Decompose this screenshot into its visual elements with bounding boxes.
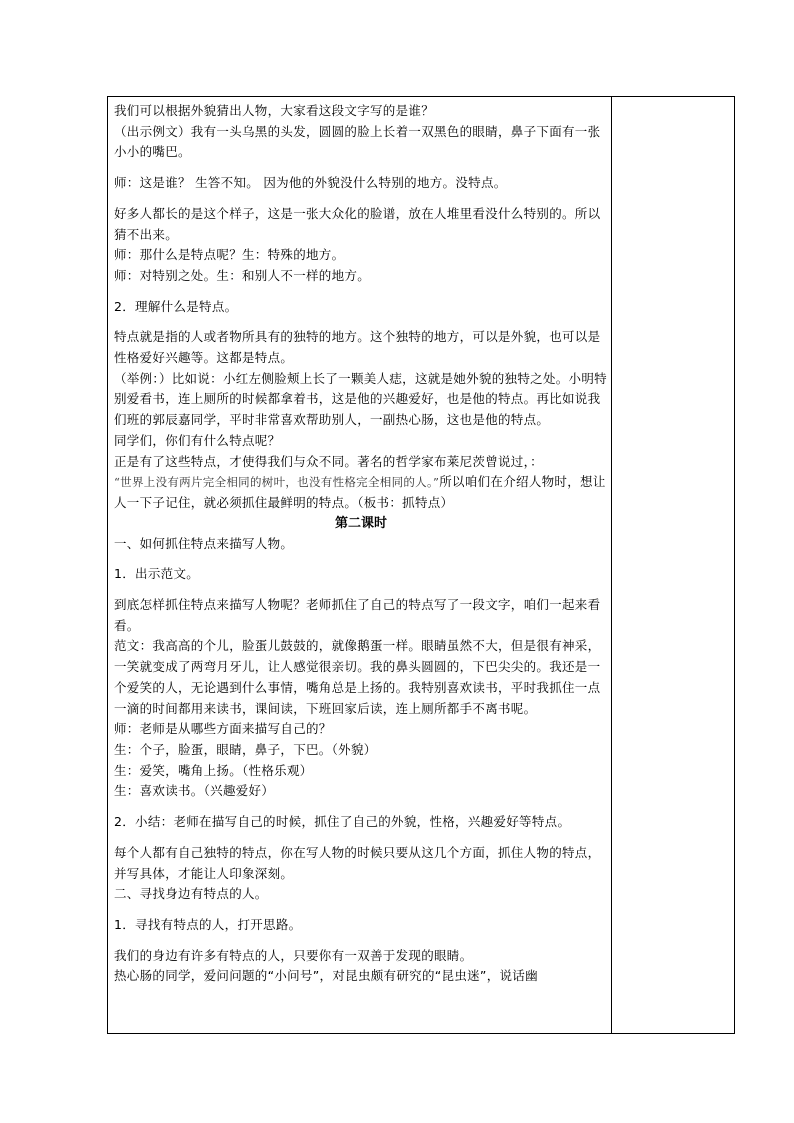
text-line: 每个人都有自己独特的特点，你在写人物的时候只要从这几个方面，抓住人物的特点，并写具体，才能让人印象深刻。 bbox=[114, 844, 601, 881]
text-line: 特点就是指的人或者物所具有的独特的地方。这个独特的地方，可以是外貌，也可以是性格爱好兴趣等。这都是特点。 bbox=[114, 329, 601, 366]
text-line: 生：个子，脸蛋，眼睛，鼻子，下巴。（外貌） bbox=[114, 741, 377, 757]
text-line: 热心肠的同学，爱问问题的“小问号”，对昆虫颇有研究的“昆虫迷”，说话幽 bbox=[114, 968, 538, 984]
text-line: 正是有了这些特点，才使得我们与众不同。著名的哲学家布莱尼茨曾说过，： bbox=[114, 453, 543, 469]
text-line: 好多人都长的是这个样子，这是一张大众化的脸谱，放在人堆里看没什么特别的。所以猜不出来。 bbox=[114, 205, 601, 242]
text-line: 1．出示范文。 bbox=[114, 566, 200, 582]
text-line: （出示例文）我有一头乌黑的头发，圆圆的脸上长着一双黑色的眼睛，鼻子下面有一张小小的嘴巴。 bbox=[114, 123, 601, 160]
text-line: 师：对特别之处。生：和别人不一样的地方。 bbox=[114, 267, 371, 283]
quote-text: “世界上没有两片完全相同的树叶，也没有性格完全相同的人。” bbox=[114, 475, 440, 490]
text-line: 1．寻找有特点的人，打开思路。 bbox=[114, 916, 302, 932]
text-line: 生：爱笑，嘴角上扬。（性格乐观） bbox=[114, 762, 313, 778]
text-line: 同学们，你们有什么特点呢？ bbox=[114, 432, 281, 448]
text-line: 一、如何抓住特点来描写人物。 bbox=[114, 535, 294, 551]
text-line: 生：喜欢读书。（兴趣爱好） bbox=[114, 783, 275, 799]
text-line: 我们的身边有许多有特点的人，只要你有一双善于发现的眼睛。 bbox=[114, 947, 473, 963]
lesson-table bbox=[107, 96, 735, 1034]
text-line: 师：老师是从哪些方面来描写自己的？ bbox=[114, 721, 332, 737]
text-line: 师：那什么是特点呢？生：特殊的地方。 bbox=[114, 247, 345, 263]
text-line: 范文：我高高的个儿，脸蛋儿鼓鼓的，就像鹅蛋一样。眼睛虽然不大，但是很有神采，一笑就变成了两弯月牙儿，让人感觉很亲切。我的鼻头圆圆的，下巴尖尖的。我还是一个爱笑的人，无论遇到什么事情，嘴角总是上扬的。我特别喜欢读书，平时我抓住一点一滴的时间都用来读书，课间读，下班回家后读，连上厕所都手不离书呢。 bbox=[114, 638, 601, 716]
text-line: 2．理解什么是特点。 bbox=[114, 298, 238, 314]
text-line: 到底怎样抓住特点来描写人物呢？老师抓住了自己的特点写了一段文字，咱们一起来看看。 bbox=[114, 597, 601, 633]
section-heading: 第二课时 bbox=[334, 515, 387, 531]
quote-followup: 所以咱们在介绍人物时，想让人一下子记住，就必须抓住最鲜明的特点。（板书：抓特点） bbox=[114, 474, 606, 510]
lesson-content bbox=[114, 101, 608, 987]
column-divider bbox=[611, 97, 612, 1033]
text-line: 师：这是谁？ 生答不知。 因为他的外貌没什么特别的地方。没特点。 bbox=[114, 175, 507, 191]
text-line: 二、寻找身边有特点的人。 bbox=[114, 886, 268, 902]
text-line: 2．小结：老师在描写自己的时候，抓住了自己的外貌，性格，兴趣爱好等特点。 bbox=[114, 814, 571, 830]
text-line bbox=[114, 472, 608, 513]
text-line: （举例：）比如说：小红左侧脸颊上长了一颗美人痣，这就是她外貌的独特之处。小明特别爱看书，连上厕所的时候都拿着书，这是他的兴趣爱好，也是他的特点。再比如说我们班的郭辰嘉同学，平时非常喜欢帮助别人，一副热心肠，这也是他的特点。 bbox=[114, 370, 607, 428]
text-line: 我们可以根据外貌猜出人物，大家看这段文字写的是谁？ bbox=[114, 103, 435, 118]
